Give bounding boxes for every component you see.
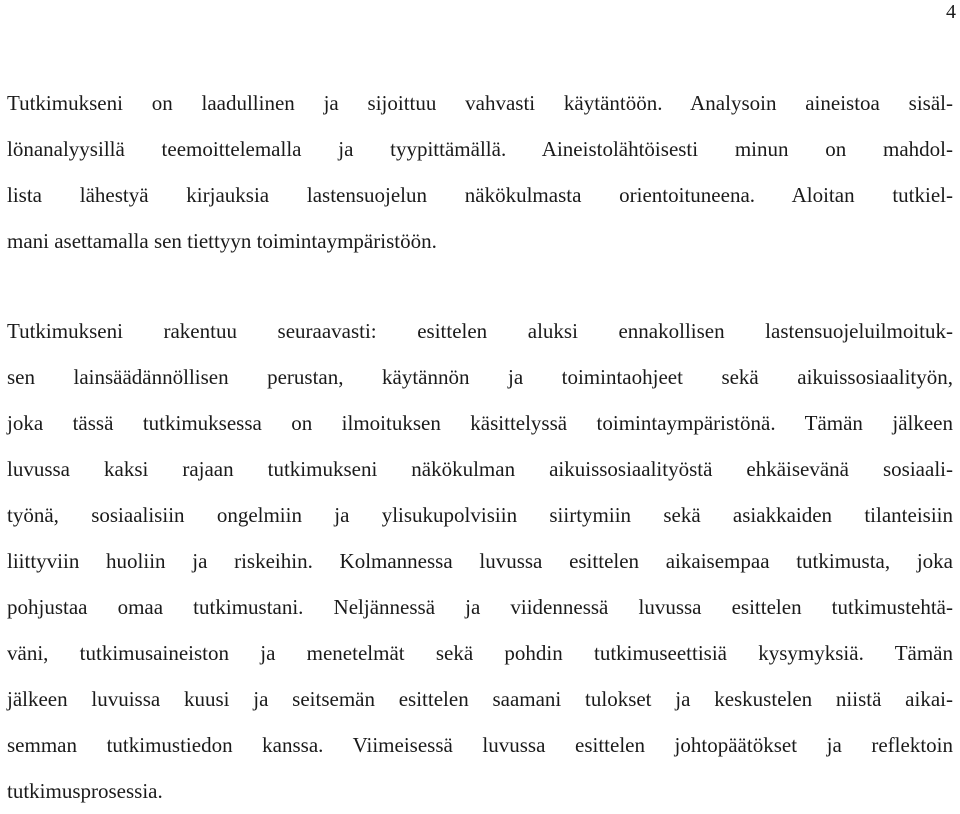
paragraph-line: tutkimusprosessia.: [7, 779, 163, 803]
page-number: 4: [946, 1, 956, 23]
paragraph-1: [7, 80, 953, 264]
paragraph-line: pohjustaa omaa tutkimustani. Neljännessä ja viidennessä luvussa esittelen tutkimustehtä-: [7, 595, 953, 619]
paragraph-line: joka tässä tutkimuksessa on ilmoituksen käsittelyssä toimintaympäristönä. Tämän jälkeen: [7, 411, 953, 435]
paragraph-line: lönanalyysillä teemoittelemalla ja tyypittämällä. Aineistolähtöisesti minun on mahdol-: [7, 137, 953, 161]
paragraph-line: sen lainsäädännöllisen perustan, käytännön ja toimintaohjeet sekä aikuissosiaalityön,: [7, 365, 953, 389]
paragraph-line: lista lähestyä kirjauksia lastensuojelun näkökulmasta orientoituneena. Aloitan tutkiel-: [7, 183, 953, 207]
paragraph-line: semman tutkimustiedon kanssa. Viimeisessä luvussa esittelen johtopäätökset ja reflektoin: [7, 733, 953, 757]
paragraph-line: mani asettamalla sen tiettyyn toimintaympäristöön.: [7, 229, 437, 253]
paragraph-2: [7, 308, 953, 814]
paragraph-line: luvussa kaksi rajaan tutkimukseni näkökulman aikuissosiaalityöstä ehkäisevänä sosiaali-: [7, 457, 953, 481]
paragraph-line: Tutkimukseni on laadullinen ja sijoittuu vahvasti käytäntöön. Analysoin aineistoa sisäl-: [7, 91, 953, 115]
paragraph-line: työnä, sosiaalisiin ongelmiin ja ylisukupolvisiin siirtymiin sekä asiakkaiden tilanteisiin: [7, 503, 953, 527]
paragraph-line: Tutkimukseni rakentuu seuraavasti: esittelen aluksi ennakollisen lastensuojeluilmoituk-: [7, 319, 953, 343]
paragraph-line: liittyviin huoliin ja riskeihin. Kolmannessa luvussa esittelen aikaisempaa tutkimusta, joka: [7, 549, 953, 573]
paragraph-line: jälkeen luvuissa kuusi ja seitsemän esittelen saamani tulokset ja keskustelen niistä aikai-: [7, 687, 953, 711]
paragraph-line: väni, tutkimusaineiston ja menetelmät sekä pohdin tutkimuseettisiä kysymyksiä. Tämän: [7, 641, 953, 665]
